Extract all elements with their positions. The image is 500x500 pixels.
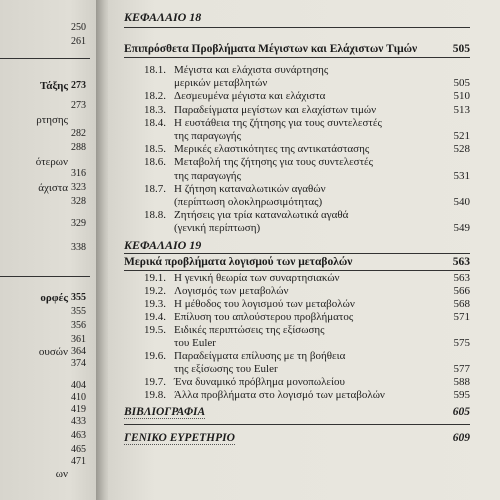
entry-page: 571	[453, 311, 470, 323]
chapter-18-title-text: Επιπρόσθετα Προβλήματα Μέγιστων και Ελάχιστων Τιμών	[124, 43, 418, 55]
left-entry-page: 419	[71, 404, 86, 415]
chapter-18-title	[124, 43, 470, 58]
entry-title: Μέγιστα και ελάχιστα συνάρτησης	[174, 64, 329, 76]
chapter-18-title-page: 505	[452, 43, 470, 55]
bibliography-label: ΒΙΒΛΙΟΓΡΑΦΙΑ	[124, 406, 206, 418]
entry-number: 18.1.	[144, 64, 166, 76]
bibliography-page: 605	[452, 406, 470, 418]
left-entry-page: 471	[71, 456, 86, 467]
chapter-18-heading: ΚΕΦΑΛΑΙΟ 18	[124, 10, 202, 24]
left-entry-page: 463	[71, 430, 86, 441]
left-page-rule	[0, 276, 90, 277]
entry-title: Μεταβολή της ζήτησης για τους συντελεστές	[174, 156, 374, 169]
left-entry-page: 374	[71, 358, 86, 369]
left-entry-page: 282	[71, 128, 86, 139]
entry-number: 19.8.	[144, 389, 166, 401]
chapter-19-title-text: Μερικά προβλήματα λογισμού των μεταβολών	[124, 256, 353, 268]
entry-number: 19.2.	[144, 285, 166, 297]
left-entry-text: ουσών	[38, 346, 68, 358]
entry-page: 568	[453, 298, 470, 310]
left-page-entry	[0, 468, 92, 482]
left-page-entry	[0, 142, 92, 156]
left-entry-text: ότερων	[35, 156, 68, 168]
entry-page: 577	[453, 363, 470, 375]
entry-title: Παραδείγματα μεγίστων και ελαχίστων τιμών	[174, 103, 377, 116]
left-entry-text: ων	[55, 468, 68, 480]
index-entry	[124, 432, 470, 444]
left-page-entry	[0, 242, 92, 256]
bibliography-rule	[124, 424, 470, 425]
entry-title: (περίπτωση ολοκληρωσιμότητας)	[174, 196, 323, 208]
entry-page: 521	[453, 130, 470, 142]
left-entry-page: 316	[71, 168, 86, 179]
entry-number: 18.8.	[144, 209, 166, 222]
left-page-entry	[0, 196, 92, 210]
entry-number: 18.5.	[144, 143, 166, 156]
chapter-19-title-page: 563	[452, 256, 470, 268]
entry-title: Η μέθοδος του λογισμού των μεταβολών	[174, 298, 355, 310]
entry-page: 563	[453, 272, 470, 284]
entry-title: Ζητήσεις για τρία καταναλωτικά αγαθά	[174, 209, 349, 222]
left-entry-page: 355	[71, 306, 86, 317]
left-entry-text: ορφές	[40, 292, 68, 304]
left-entry-text: άχιστα	[38, 182, 68, 194]
entry-page: 528	[453, 143, 470, 156]
entry-number: 18.4.	[144, 116, 166, 129]
chapter-19-title	[124, 256, 470, 271]
entry-title: Μερικές ελαστικότητες της αντικατάστασης	[174, 143, 370, 156]
chapter-19-rule	[124, 253, 470, 254]
entry-number: 19.4.	[144, 311, 166, 323]
entry-page: 566	[453, 285, 470, 297]
entry-title: της παραγωγής	[174, 169, 241, 182]
left-page-entry	[0, 416, 92, 430]
entry-number: 19.6.	[144, 350, 166, 362]
entry-title: της εξίσωσης του Euler	[174, 363, 278, 375]
left-page-entry	[0, 358, 92, 372]
left-entry-text: Τάξης	[39, 80, 68, 92]
left-entry-page: 364	[71, 346, 86, 357]
bibliography-entry	[124, 406, 470, 418]
entry-title: μερικών μεταβλητών	[174, 77, 268, 90]
entry-page: 510	[453, 90, 470, 103]
entry-number: 18.6.	[144, 156, 166, 169]
entry-title: της παραγωγής	[174, 130, 241, 142]
entry-title: Η γενική θεωρία των συναρτησιακών	[174, 272, 340, 284]
entry-number: 19.7.	[144, 376, 166, 388]
left-page-entry	[0, 128, 92, 142]
left-entry-page: 328	[71, 196, 86, 207]
left-page-entry	[0, 218, 92, 232]
entry-page: 505	[453, 77, 470, 90]
entry-title: του Euler	[174, 337, 216, 349]
left-entry-page: 261	[71, 36, 86, 47]
entry-title: Παραδείγματα επίλυσης με τη βοήθεια	[174, 350, 346, 362]
left-page-entry	[0, 306, 92, 320]
entry-page: 575	[453, 337, 470, 349]
entry-number: 18.7.	[144, 182, 166, 195]
left-page-entry	[0, 182, 92, 196]
left-entry-page: 410	[71, 392, 86, 403]
entry-title: Άλλα προβλήματα στο λογισμό των μεταβολών	[174, 389, 385, 401]
entry-number: 18.2.	[144, 90, 166, 103]
left-page-rule	[0, 58, 90, 59]
left-page-entry	[0, 292, 92, 306]
entry-title: Επίλυση του απλούστερου προβλήματος	[174, 311, 354, 323]
entry-title: (γενική περίπτωση)	[174, 222, 261, 235]
index-page: 609	[452, 432, 470, 444]
left-page-entry	[0, 430, 92, 444]
entry-title: Ένα δυναμικό πρόβλημα μονοπωλείου	[174, 376, 345, 388]
left-entry-page: 250	[71, 22, 86, 33]
left-page	[0, 0, 100, 500]
chapter-18-rule	[124, 27, 470, 28]
entry-page: 595	[453, 389, 470, 401]
index-label: ΓΕΝΙΚΟ ΕΥΡΕΤΗΡΙΟ	[124, 432, 235, 444]
left-page-entry	[0, 22, 92, 36]
left-entry-page: 361	[71, 334, 86, 345]
entry-number: 19.1.	[144, 272, 166, 284]
chapter-19-heading: ΚΕΦΑΛΑΙΟ 19	[124, 238, 202, 252]
left-entry-text: ρτησης	[36, 114, 68, 126]
left-entry-page: 465	[71, 444, 86, 455]
entry-title: Η ευστάθεια της ζήτησης για τους συντελεστές	[174, 116, 382, 129]
left-entry-page: 323	[71, 182, 86, 193]
entry-number: 19.3.	[144, 298, 166, 310]
entry-number: 19.5.	[144, 324, 166, 336]
entry-title: Η ζήτηση καταναλωτικών αγαθών	[174, 182, 326, 195]
left-page-entry	[0, 320, 92, 334]
left-page-entry	[0, 114, 92, 128]
entry-title: Λογισμός των μεταβολών	[174, 285, 289, 297]
entry-number: 18.3.	[144, 103, 166, 116]
entry-page: 549	[453, 222, 470, 235]
left-entry-page: 273	[71, 100, 86, 111]
left-entry-page: 329	[71, 218, 86, 229]
entry-page: 540	[453, 196, 470, 208]
left-page-entry	[0, 100, 92, 114]
entry-title: Δεσμευμένα μέγιστα και ελάχιστα	[174, 90, 326, 103]
entry-page: 513	[453, 103, 470, 116]
left-page-entry	[0, 36, 92, 50]
entry-title: Ειδικές περιπτώσεις της εξίσωσης	[174, 324, 325, 336]
left-entry-page: 288	[71, 142, 86, 153]
left-entry-page: 404	[71, 380, 86, 391]
left-entry-page: 433	[71, 416, 86, 427]
left-entry-page: 356	[71, 320, 86, 331]
entry-page: 531	[453, 169, 470, 182]
entry-page: 588	[453, 376, 470, 388]
right-page	[108, 0, 500, 500]
left-entry-page: 355	[71, 292, 86, 303]
left-entry-page: 338	[71, 242, 86, 253]
left-page-entry	[0, 80, 92, 94]
left-entry-page: 273	[71, 80, 86, 91]
left-page-entry	[0, 168, 92, 182]
